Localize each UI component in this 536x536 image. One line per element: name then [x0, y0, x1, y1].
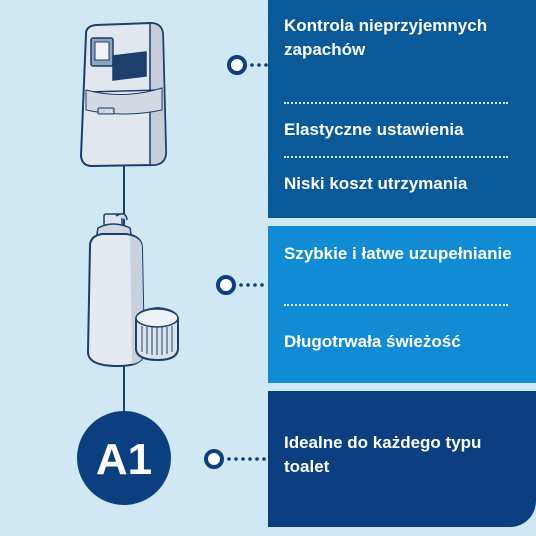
feature-panel-system	[268, 391, 536, 527]
feature-panel-dispenser	[268, 0, 536, 218]
connector-dots-1	[229, 57, 268, 73]
connector-dots-3	[206, 451, 266, 467]
aerosol-cap	[136, 308, 178, 360]
a1-badge	[77, 411, 171, 505]
feature-low-maintenance-cost: Niski koszt utrzymania	[284, 174, 468, 193]
connector-dots-2	[218, 277, 264, 293]
dotted-divider	[284, 156, 508, 158]
feature-flexible-settings: Elastyczne ustawienia	[284, 120, 464, 139]
dotted-divider	[284, 304, 508, 306]
feature-odour-control: Kontrola nieprzyjemnych zapachów	[284, 16, 488, 59]
feature-panel-refill	[268, 226, 536, 383]
a1-badge-label: A1	[95, 435, 153, 484]
feature-quick-refill: Szybkie i łatwe uzupełnianie	[284, 244, 512, 263]
feature-suits-any-toilet: Idealne do każdego typu toalet	[284, 433, 482, 476]
dispenser-brand-label: TORK	[99, 109, 113, 115]
feature-long-lasting-freshness: Długotrwała świeżość	[284, 332, 461, 351]
dotted-divider	[284, 102, 508, 104]
air-freshener-dispenser	[81, 23, 166, 166]
